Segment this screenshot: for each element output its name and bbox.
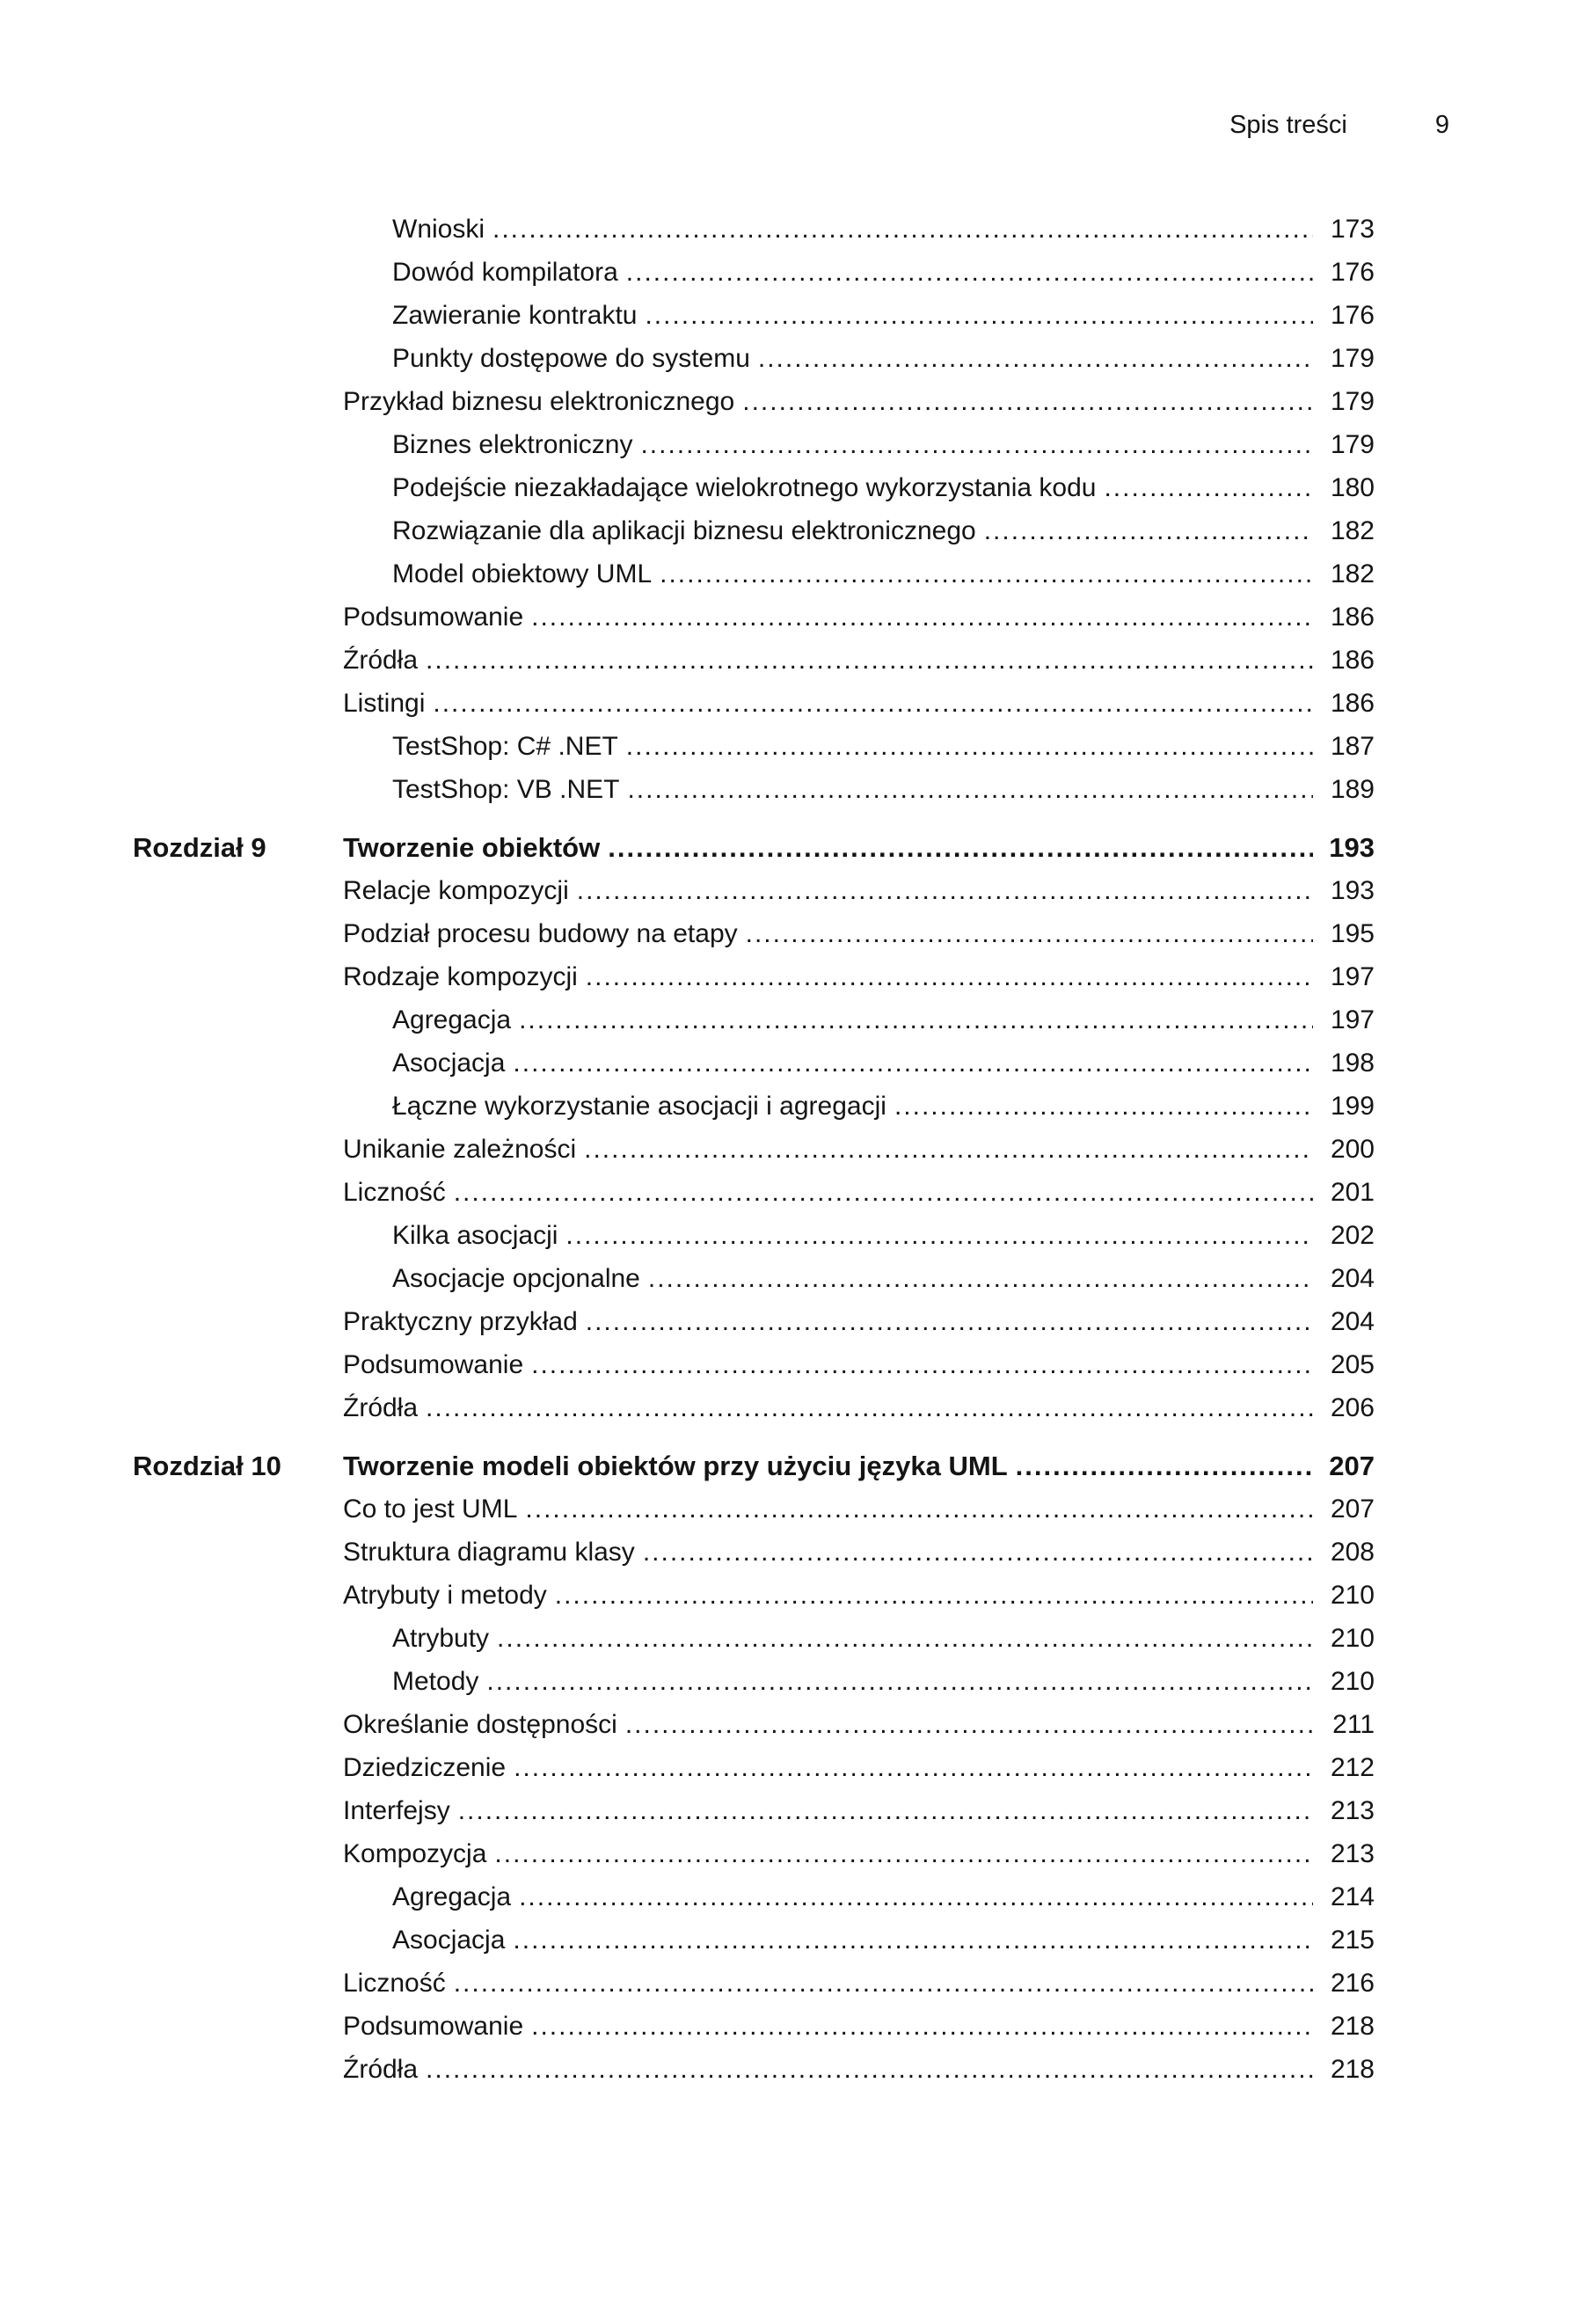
toc-row [133, 337, 1375, 380]
dot-leader [643, 1531, 1313, 1574]
dot-leader [514, 1746, 1313, 1789]
dot-leader [565, 1214, 1313, 1257]
entry-page-number: 176 [1330, 301, 1375, 330]
entry-label: Struktura diagramu klasy [343, 1538, 635, 1567]
entry-label: TestShop: VB .NET [392, 775, 620, 804]
toc-row [133, 466, 1375, 509]
dot-leader [519, 998, 1313, 1041]
entry-label: Kilka asocjacji [392, 1221, 558, 1250]
entry-label: Podsumowanie [343, 1350, 524, 1379]
toc-row [133, 1875, 1375, 1918]
dot-leader [577, 869, 1313, 912]
dot-leader [586, 1300, 1313, 1343]
dot-leader [454, 1171, 1313, 1214]
toc-row [133, 509, 1375, 552]
entry-page-number: 216 [1330, 1969, 1375, 1998]
dot-leader [984, 509, 1313, 552]
dot-leader [640, 423, 1313, 466]
entry-page-number: 208 [1330, 1538, 1375, 1567]
entry-label: Podsumowanie [343, 2012, 524, 2041]
entry-page-number: 218 [1330, 2055, 1375, 2084]
dot-leader [519, 1875, 1313, 1918]
entry-page-number: 186 [1330, 646, 1375, 675]
entry-label: Metody [392, 1667, 479, 1696]
toc-row [133, 2005, 1375, 2048]
dot-leader [608, 826, 1313, 869]
entry-label: Punkty dostępowe do systemu [392, 344, 750, 373]
toc-row [133, 1574, 1375, 1617]
toc-row [133, 1085, 1375, 1128]
chapter-label: Rozdział 9 [133, 832, 266, 863]
dot-leader [626, 251, 1313, 294]
toc-row [133, 1041, 1375, 1085]
entry-label: Podsumowanie [343, 603, 524, 632]
toc-row [133, 1257, 1375, 1300]
toc-row [133, 1746, 1375, 1789]
entry-label: Tworzenie obiektów [343, 832, 601, 863]
entry-page-number: 182 [1330, 559, 1375, 588]
entry-label: Rodzaje kompozycji [343, 962, 578, 991]
toc-row [133, 1617, 1375, 1660]
entry-label: Asocjacje opcjonalne [392, 1264, 640, 1293]
toc-row [133, 552, 1375, 596]
entry-label: Atrybuty i metody [343, 1581, 547, 1610]
entry-label: Listingi [343, 689, 426, 718]
entry-label: Określanie dostępności [343, 1710, 617, 1739]
toc-row [133, 1962, 1375, 2005]
entry-page-number: 202 [1330, 1221, 1375, 1250]
toc-row [133, 294, 1375, 337]
toc-row [133, 955, 1375, 998]
toc-row [133, 768, 1375, 811]
entry-label: Praktyczny przykład [343, 1307, 578, 1336]
entry-page-number: 206 [1330, 1393, 1375, 1422]
dot-leader [626, 725, 1313, 768]
entry-page-number: 199 [1330, 1092, 1375, 1121]
toc-row [133, 1214, 1375, 1257]
dot-leader [486, 1660, 1313, 1703]
toc-row [133, 912, 1375, 955]
header-page-number: 9 [1434, 111, 1449, 139]
toc-row [133, 423, 1375, 466]
entry-page-number: 189 [1330, 775, 1375, 804]
dot-leader [454, 1962, 1313, 2005]
entry-page-number: 210 [1330, 1667, 1375, 1696]
toc-row [133, 998, 1375, 1041]
entry-page-number: 211 [1332, 1710, 1375, 1739]
entry-page-number: 218 [1330, 2012, 1375, 2041]
toc-row [133, 1660, 1375, 1703]
entry-page-number: 200 [1330, 1135, 1375, 1164]
entry-page-number: 179 [1330, 344, 1375, 373]
dot-leader [1104, 466, 1313, 509]
entry-page-number: 213 [1330, 1796, 1375, 1825]
entry-page-number: 176 [1330, 258, 1375, 287]
toc-row [133, 1386, 1375, 1429]
entry-page-number: 186 [1330, 603, 1375, 632]
entry-label: Podział procesu budowy na etapy [343, 919, 738, 948]
entry-page-number: 187 [1330, 732, 1375, 761]
toc-row [133, 639, 1375, 682]
dot-leader [426, 2048, 1313, 2091]
toc-row [133, 869, 1375, 912]
entry-page-number: 212 [1330, 1753, 1375, 1782]
toc-row [133, 826, 1375, 869]
entry-page-number: 204 [1330, 1264, 1375, 1293]
toc-row [133, 1343, 1375, 1386]
dot-leader [660, 552, 1313, 596]
toc-row [133, 725, 1375, 768]
dot-leader [426, 639, 1313, 682]
toc-row [133, 1128, 1375, 1171]
dot-leader [531, 2005, 1313, 2048]
entry-page-number: 198 [1330, 1049, 1375, 1078]
entry-label: Agregacja [392, 1005, 512, 1034]
dot-leader [742, 380, 1313, 423]
toc-row [133, 1703, 1375, 1746]
entry-label: Podejście niezakładające wielokrotnego wykorzystania kodu [392, 473, 1097, 502]
toc-row [133, 380, 1375, 423]
entry-label: Tworzenie modeli obiektów przy użyciu języka UML [343, 1451, 1008, 1481]
entry-page-number: 213 [1330, 1839, 1375, 1868]
entry-label: Unikanie zależności [343, 1135, 577, 1164]
entry-label: Asocjacja [392, 1926, 506, 1955]
toc-row [133, 1171, 1375, 1214]
dot-leader [531, 596, 1313, 639]
entry-label: Kompozycja [343, 1839, 487, 1868]
entry-label: Co to jest UML [343, 1495, 518, 1524]
entry-label: Liczność [343, 1178, 446, 1207]
entry-label: Liczność [343, 1969, 446, 1998]
entry-page-number: 193 [1330, 876, 1375, 905]
toc-row [133, 1918, 1375, 1962]
entry-page-number: 179 [1330, 387, 1375, 416]
entry-label: Źródła [343, 2055, 419, 2084]
toc-row [133, 2048, 1375, 2091]
dot-leader [513, 1918, 1313, 1962]
entry-label: Wnioski [392, 215, 485, 244]
entry-label: Źródła [343, 646, 419, 675]
entry-label: Biznes elektroniczny [392, 430, 633, 459]
dot-leader [513, 1041, 1313, 1085]
chapter-label: Rozdział 10 [133, 1451, 281, 1481]
toc-row [133, 1531, 1375, 1574]
entry-label: Dowód kompilatora [392, 258, 618, 287]
toc-row [133, 1789, 1375, 1832]
entry-page-number: 207 [1330, 1495, 1375, 1524]
dot-leader [525, 1487, 1313, 1531]
toc-row [133, 682, 1375, 725]
entry-page-number: 201 [1330, 1178, 1375, 1207]
header-section-title: Spis treści [1229, 111, 1347, 139]
entry-page-number: 173 [1330, 215, 1375, 244]
toc-row [133, 208, 1375, 251]
entry-label: TestShop: C# .NET [392, 732, 618, 761]
toc-row [133, 596, 1375, 639]
entry-label: Przykład biznesu elektronicznego [343, 387, 735, 416]
entry-page-number: 179 [1330, 430, 1375, 459]
dot-leader [492, 208, 1313, 251]
dot-leader [426, 1386, 1313, 1429]
dot-leader [458, 1789, 1313, 1832]
dot-leader [746, 912, 1313, 955]
entry-page-number: 197 [1330, 1005, 1375, 1034]
entry-label: Atrybuty [392, 1624, 490, 1653]
dot-leader [758, 337, 1313, 380]
dot-leader [645, 294, 1313, 337]
dot-leader [555, 1574, 1313, 1617]
dot-leader [497, 1617, 1313, 1660]
entry-label: Model obiektowy UML [392, 559, 653, 588]
entry-label: Agregacja [392, 1882, 512, 1911]
entry-page-number: 180 [1330, 473, 1375, 502]
toc-row [133, 1832, 1375, 1875]
dot-leader [584, 1128, 1313, 1171]
entry-page-number: 210 [1330, 1581, 1375, 1610]
dot-leader [894, 1085, 1313, 1128]
dot-leader [625, 1703, 1313, 1746]
toc-row [133, 1487, 1375, 1531]
toc-list [133, 208, 1375, 2091]
dot-leader [627, 768, 1313, 811]
dot-leader [648, 1257, 1313, 1300]
entry-label: Źródła [343, 1393, 419, 1422]
dot-leader [531, 1343, 1313, 1386]
entry-page-number: 207 [1329, 1451, 1375, 1481]
toc-row [133, 1300, 1375, 1343]
entry-label: Rozwiązanie dla aplikacji biznesu elektronicznego [392, 516, 976, 545]
toc-row [133, 251, 1375, 294]
entry-label: Asocjacja [392, 1049, 506, 1078]
entry-page-number: 193 [1329, 832, 1375, 863]
toc-row [133, 1444, 1375, 1487]
entry-page-number: 182 [1330, 516, 1375, 545]
entry-label: Interfejsy [343, 1796, 450, 1825]
entry-page-number: 205 [1330, 1350, 1375, 1379]
entry-label: Relacje kompozycji [343, 876, 569, 905]
dot-leader [494, 1832, 1313, 1875]
entry-label: Łączne wykorzystanie asocjacji i agregacji [392, 1092, 886, 1121]
entry-page-number: 186 [1330, 689, 1375, 718]
entry-page-number: 215 [1330, 1926, 1375, 1955]
entry-page-number: 197 [1330, 962, 1375, 991]
page-header [1229, 111, 1449, 140]
dot-leader [1016, 1444, 1313, 1487]
dot-leader [433, 682, 1313, 725]
entry-label: Zawieranie kontraktu [392, 301, 638, 330]
entry-page-number: 204 [1330, 1307, 1375, 1336]
entry-label: Dziedziczenie [343, 1753, 507, 1782]
entry-page-number: 195 [1330, 919, 1375, 948]
dot-leader [586, 955, 1313, 998]
entry-page-number: 214 [1330, 1882, 1375, 1911]
entry-page-number: 210 [1330, 1624, 1375, 1653]
